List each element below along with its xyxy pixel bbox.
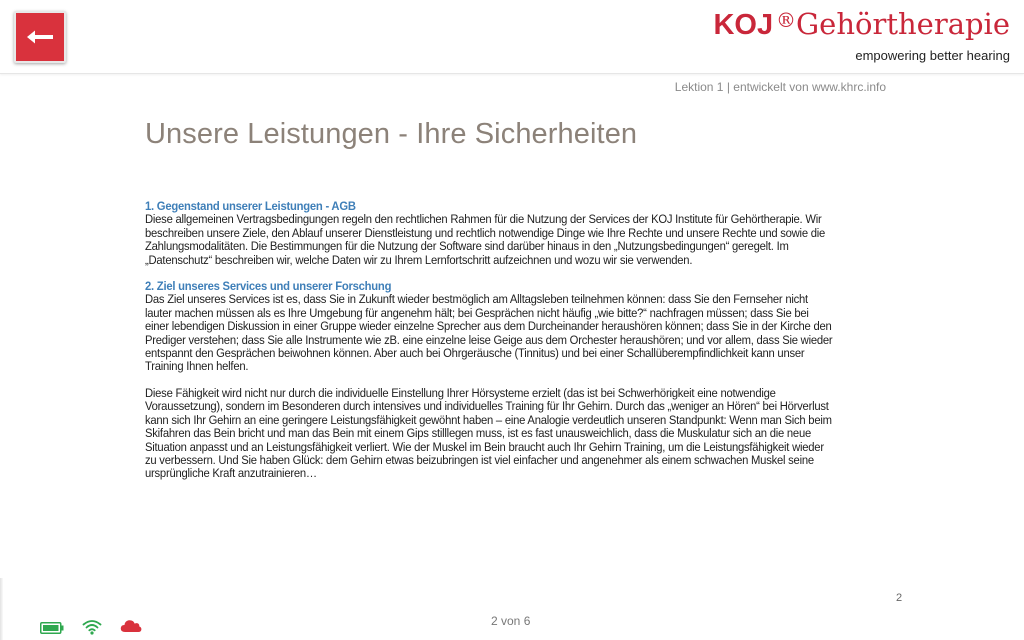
- logo-brand: KOJ: [713, 9, 774, 41]
- logo-product: Gehörtherapie: [796, 7, 1010, 41]
- logo-tagline: empowering better hearing: [855, 48, 1010, 63]
- battery-icon: [40, 622, 64, 634]
- section-1-body: Diese allgemeinen Vertragsbedingungen regeln den rechtlichen Rahmen für die Nutzung der Services der KOJ Institute für Gehörtherapie. Wir beschreiben unsere Ziele, den Ablauf unserer Dienstleistung und rechtlich notwendige Dinge wie Ihre Rechte und unsere Rechte und sowie die Zahlungsmodalitäten. Die Bestimmungen für die Nutzung der Software sind darüber hinaus in den „Nutzungsbedingungen“ geregelt. Im „Datenschutz“ beschreiben wir, welche Daten wir zu Ihrem Lernfortschritt aufzeichnen und wozu wir sie verwenden.: [145, 212, 826, 267]
- page-title: Unsere Leistungen - Ihre Sicherheiten: [145, 118, 638, 150]
- back-button[interactable]: [14, 11, 66, 63]
- section-2-continued: [145, 387, 833, 481]
- section-2-body: Das Ziel unseres Services ist es, dass Sie in Zukunft wieder bestmöglich am Alltagsleben teilnehmen können: dass Sie den Fernseher nicht lauter machen müssen als es Ihre Umgebung für angenehm hält; bei Gesprächen nicht häufig „wie bitte?“ nachfragen müssen; dass Sie bei einer lebendigen Diskussion in einer Gruppe wieder einzelne Sprecher aus dem Durcheinander heraushören können; dass Sie in der Kirche den Prediger verstehen; dass Sie alle Instrumente wie zB. eine einzelne leise Geige aus dem Orchester heraushören; und vor allem, dass Sie wieder entspannt den Gesprächen beiwohnen können. Aber auch bei Ohrgeräusche (Tinnitus) und bei einer Schallüberempfindlichkeit kann unser Training Ihnen helfen.: [145, 292, 833, 374]
- arrow-left-icon: [25, 29, 55, 45]
- logo-registered-mark: ®: [776, 8, 797, 32]
- page-number: 2: [896, 592, 903, 604]
- cloud-icon: [120, 619, 142, 633]
- section-2-heading: 2. Ziel unseres Services und unserer Forschung: [145, 279, 392, 294]
- terms-content: [145, 200, 833, 494]
- logo-wordmark: [713, 6, 1010, 43]
- lesson-info: Lektion 1 | entwickelt von www.khrc.info: [674, 80, 886, 94]
- top-bar: [0, 0, 1024, 74]
- wifi-icon: [82, 619, 102, 635]
- section-2-body-2: Diese Fähigkeit wird nicht nur durch die individuelle Einstellung Ihrer Hörsysteme erzielt (das ist bei Schwerhörigkeit eine notwendige Voraussetzung), sondern im Besonderen durch intensives und individuelles Training für Ihr Gehirn. Durch das „weniger an Hören“ bei Hörverlust kann sich Ihr Gehirn an eine geringere Leistungsfähigkeit gewöhnt haben – eine Analogie verdeutlich unseren Standpunkt: Wenn man Sich beim Skifahren das Bein bricht und man das Bein mit einem Gips stilllegen muss, ist es fast unausweichlich, dass die Muskulatur sich an die neue Situation anpasst und an Leistungsfähigkeit verliert. Wie der Muskel im Bein braucht auch Ihr Gehirn Training, um die Leistungsfähigkeit wieder zu verbessern. Und Sie haben Glück: dem Gehirn etwas beizubringen ist viel einfacher und angenehmer als einem schwachen Muskel seine ursprüngliche Kraft anzutrainieren…: [145, 385, 832, 481]
- left-edge-handle: [0, 578, 3, 640]
- brand-logo: [690, 6, 1010, 68]
- section-1: [145, 200, 833, 267]
- section-2: [145, 280, 833, 374]
- section-1-heading: 1. Gegenstand unserer Leistungen - AGB: [145, 199, 356, 213]
- pager: 2 von 6: [491, 614, 531, 628]
